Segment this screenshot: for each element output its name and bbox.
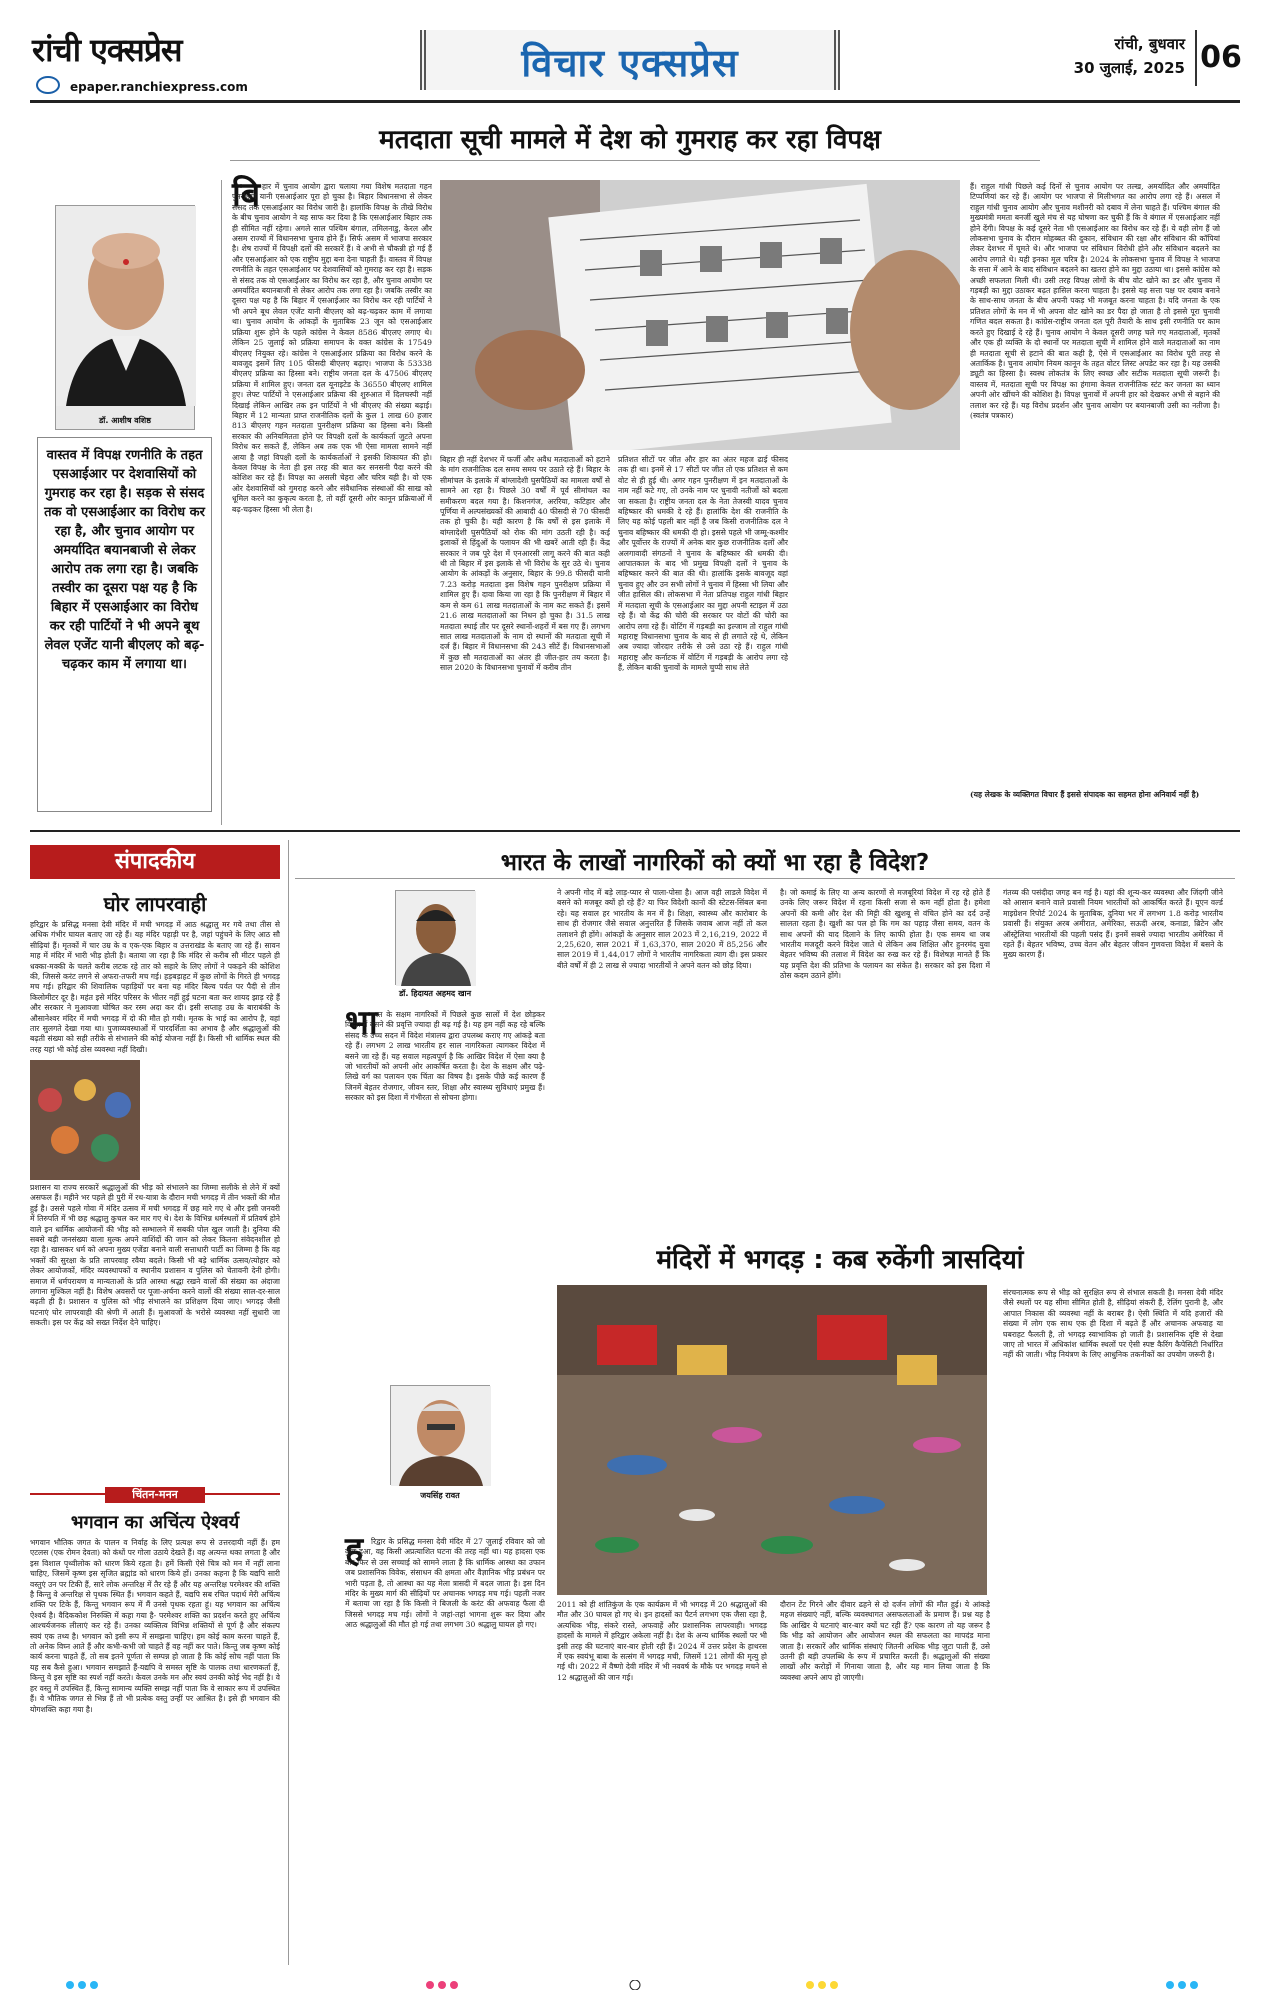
column-divider	[288, 840, 289, 1965]
mandir-col4: संरचनात्मक रूप से भीड़ को सुरक्षित रूप से संभाल सकती है। मनसा देवी मंदिर जैसे स्थलों पर यह सीमा सीमित होती है, सीढ़ियां संकरी हैं, रेलिंग पुरानी है, और आपात निकास की व्यवस्था नहीं के बराबर है। ऐसी स्थिति में यदि हजारों की संख्या में लोग एक साथ एक ही दिशा में बढ़ते हैं और अचानक अफवाह या घबराहट फैलती है, तो भगदड़ स्वाभाविक हो जाती है। प्रशासनिक दृष्टि से देखा जाए तो भारत में अधिकांश धार्मिक स्थलों पर ऐसी स्पष्ट कैरिंग कैपेसिटी निर्धारित नहीं की जाती। भीड़ नियंत्रण के लिए आधुनिक तकनीकों का उपयोग जरूरी है।	[1003, 1288, 1223, 1360]
videsh-rule	[295, 878, 1235, 879]
mandir-col2: 2011 को ही शांतिकुंज के एक कार्यक्रम में भी भगदड़ में 20 श्रद्धालुओं की मौत और 30 घायल हो गए थे। इन हादसों का पैटर्न लगभग एक जैसा रहा है, अत्यधिक भीड़, संकरे रास्ते, अफवाहें और प्रशासनिक लापरवाही। भगदड़ हादसों के मामले में हरिद्वार अकेला नहीं है। देश के अन्य धार्मिक स्थलों पर भी इसी तरह की घटनाएं बार-बार होती रही हैं। 2024 में उत्तर प्रदेश के हाथरस में एक स्वयंभू बाबा के सत्संग में भगदड़ मची, जिसमें 121 लोगों की मृत्यु हो गई थी। 2022 में वैष्णो देवी मंदिर में भी नववर्ष के मौके पर भगदड़ मचने से 12 श्रद्धालुओं की जान गई।	[557, 1600, 767, 1682]
videsh-col3: है। जो कमाई के लिए या अन्य कारणों से मजबूरियां विदेश में रह रहे होते हैं उनके लिए जरूर विदेश में रहना किसी सजा से कम नहीं होता है। हमेशा अपनों की कमी और देश की मिट्टी की खुशबू से वंचित होने का दर्द उन्हें सालता रहता है। खुशी का पल हो कि गम का पहाड़ जैसा समय, वतन के साथ अपनों की याद दिलाने के लिए काफी होता है। एक समय था जब भारतीय मजदूरी करने विदेश जाते थे लेकिन अब शिक्षित और हुनरमंद युवा बेहतर भविष्य की तलाश में विदेश का रुख कर रहे हैं। विशेषज्ञ मानते हैं कि यह प्रवृत्ति देश की प्रतिभा के पलायन का संकेत है। सरकार को इस दिशा में ठोस कदम उठाने होंगे।	[780, 888, 990, 981]
lead-col4: हैं। राहुल गांधी पिछले कई दिनों से चुनाव आयोग पर तल्ख, अमर्यादित और अमर्यादित टिप्पणियां कर रहे हैं। आयोग पर भाजपा से मिलीभगत का आरोप लगा रहे हैं। असल में राहुल गांधी चुनाव आयोग और चुनाव मशीनरी को दबाव में लेना चाहते हैं। पश्चिम बंगाल की मुख्यमंत्री ममता बनर्जी खुले मंच से यह घोषणा कर चुकी हैं कि वे बंगाल में एसआईआर नहीं होने देंगी। विपक्ष के कई दूसरे नेता भी एसआईआर का विरोध कर रहे हैं। ये वही लोग हैं जो लोकसभा चुनाव के दौरान मोहब्बत की दुकान, संविधान की रक्षा और संविधान की कॉपियां लेकर देशभर में घूमते थे। और भाजपा पर संविधान विरोधी होने और संविधान बदलने का आरोप लगाते थे। यही इनका मूल चरित्र है। 2024 के लोकसभा चुनाव में विपक्ष ने भाजपा के सत्ता में आने के बाद संविधान बदलने का खतरा होने का मुद्दा उठाया था। इससे कांग्रेस को अच्छी सफलता मिली थी। उसी तरह विपक्ष लोगों के बीच वोट खोने का डर और चुनाव में गड़बड़ी का मुद्दा उठाकर बढ़त हासिल करना चाहता है। इससे यह सत्ता पक्ष पर दबाव बनाने के साथ-साथ जनता के बीच अपनी पकड़ भी मजबूत करना चाहता है। यदि जनता के एक प्रतिशत लोगों के मन में भी अपना वोट खोने का डर पैदा हो जाता है तो इससे पूरा चुनावी गणित बदल सकता है। कांग्रेस-राष्ट्रीय जनता दल पूरी तैयारी के साथ इसी रणनीति पर काम करते हुए दिखाई दे रहे हैं। चुनाव आयोग ने केवल दूसरी जगह चले गए मतदाताओं, मृतकों और एक ही व्यक्ति के दो स्थानों पर मतदाता सूची में शामिल होने वाले मतदाताओं का नाम ही मतदाता सूची से हटाने की बात कही है, ऐसे में एसआईआर का विरोध पूरी तरह से अतार्किक है। चुनाव आयोग नियम कानून के तहत वोटर लिस्ट अपडेट कर रहा है। यह उसकी ड्यूटी का हिस्सा है। स्वस्थ लोकतंत्र के लिए स्वच्छ और सटीक मतदाता सूची जरूरी है। वास्तव में, मतदाता सूची पर विपक्ष का हंगामा केवल राजनीतिक स्टंट कर जनता का ध्यान अपनी ओर खींचने की कोशिश है। विपक्ष चुनावों में अपनी हार को देखकर अभी से बहाने की तलाश कर रहे हैं। यह विरोध प्रदर्शन और चुनाव आयोग पर बयानबाजी उसी का नतीजा है। (स्वतंत्र पत्रकार)	[970, 182, 1220, 420]
editorial-body-top: हरिद्वार के प्रसिद्ध मनसा देवी मंदिर में मची भगदड़ में आठ श्रद्धालु मर गये तथा तीस से अधिक गंभीर घायल बताए जा रहे हैं। यह मंदिर पहाड़ी पर है, जहां पहुंचने के लिए आठ सौ सीढ़ियां हैं। मृतकों में चार उम्र के व एक-एक बिहार व उत्तराखंड के बताए जा रहे हैं। सावन माह में मंदिर में भारी भीड़ होती है। बताया जा रहा है कि मंदिर से करीब सौ मीटर पहले ही धक्का-मक्की के चलते करीब लटक रहे तार को सहारे के लिए लोगों ने पकड़ने की कोशिश की, जिससे करंट लगने से अफरा-तफरी मच गई। हड़बड़ाहट में कुछ लोगों के गिरते ही भगदड़ मच गई। हरिद्वार की शिवालिक पहाड़ियों पर बना यह मंदिर बिल्व पर्वत पर पैदी से तीन किलोमीटर दूर है। महंत इसे मंदिर परिसर के भीतर नहीं हुई घटना बता कर शायद झाड़ रहे हैं और सरकार ने मुआवजा घोषित कर रस्म अदा कर दी। इसी सप्ताह उम्र के बाराबंकी के औसानेश्वर मंदिर में मची भगदड़ में दो की मौत हो गयी। मृतक के भाई का आरोप है, वहां तार सुलगते देखा गया था। पुजाव्यवस्थाओं में पारदर्शिता का अभाव है और श्रद्धालुओं की बढ़ती संख्या को सही तरीके से संभालने की कोई योजना नहीं है। किसी भी धार्मिक स्थल की तरह यहां भी कोई ठोस व्यवस्था नहीं दिखी।	[30, 920, 280, 1054]
author-portrait-icon	[396, 891, 476, 986]
disclaimer-note: (यह लेखक के व्यक्तिगत विचार हैं इससे संपादक का सहमत होना अनिवार्य नहीं है)	[970, 790, 1200, 799]
crowd-image-icon	[30, 1060, 140, 1180]
videsh-author-photo	[395, 890, 475, 985]
page-number: 06	[1195, 30, 1245, 86]
section-rule	[30, 830, 1240, 832]
pull-quote: वास्तव में विपक्ष रणनीति के तहत एसआईआर पर देशवासियों को गुमराह कर रहा है। सड़क से संसद तक वो एसआईआर का विरोध कर रहा है, और चुनाव आयोग पर अमर्यादित बयानबाजी से लेकर आरोप तक लगा रहा है। जबकि तस्वीर का दूसरा पक्ष यह है कि बिहार में एसआईआर का विरोध कर रही पार्टियों ने भी अपने बूथ लेवल एजेंट यानी बीएलए को बढ़-चढ़कर काम में लगाया था।	[37, 437, 212, 812]
mandir-col1: रिद्वार के प्रसिद्ध मनसा देवी मंदिर में 27 जुलाई रविवार को जो कुछ हुआ, वह किसी अप्रत्याशित घटना की तरह नहीं था। यह हादसा एक बार फिर से उस सच्चाई को सामने लाता है कि धार्मिक आस्था का उफान जब प्रशासनिक विवेक, संसाधन की क्षमता और वैज्ञानिक भीड़ प्रबंधन पर भारी पड़ता है, तो आस्था का यह मेला त्रासदी में बदल जाता है। इस दिन मंदिर के मुख्य मार्ग की सीढ़ियों पर अचानक भगदड़ मच गई। पहली नजर में बताया जा रहा है कि किसी ने बिजली के करंट की अफवाह फैला दी जिससे भगदड़ मच गई। लोगों ने जहां-तहां भागना शुरू कर दिया और आठ श्रद्धालुओं की मौत हो गई तथा लगभग 30 श्रद्धालु घायल हो गए।	[345, 1537, 545, 1630]
header-rule	[30, 100, 1240, 103]
mandir-col3: दौरान टेंट गिरने और दीवार ढहने से दो दर्जन लोगों की मौत हुई। ये आंकड़े महज संख्याएं नहीं, बल्कि व्यवस्थागत असफलताओं के प्रमाण हैं। प्रश्न यह है कि आखिर ये घटनाएं बार-बार क्यों घट रही हैं? एक कारण तो यह जरूर है कि भीड़ को आयोजन और आयोजन स्थल की सफलता का मापदंड माना जाता है। सरकारें और धार्मिक संस्थाएं जितनी अधिक भीड़ जुटा पाती हैं, उसे उतनी ही बड़ी उपलब्धि के रूप में प्रचारित करती हैं। श्रद्धालुओं की संख्या लाखों और करोड़ों में गिनाया जाता है, और यह मान लिया जाता है कि व्यवस्था अपने आप हो जाएगी।	[780, 1600, 990, 1682]
masthead-logo: रांची एक्सप्रेस	[32, 31, 182, 69]
lead-col1: हार में चुनाव आयोग द्वारा चलाया गया विशेष मतदाता गहन पुनरीक्षण यानी एसआईआर पूरा हो चुका है। बिहार विधानसभा से लेकर संसद तक एसआईआर का विरोध जारी है। हालांकि विपक्ष के तीखे विरोध के बीच चुनाव आयोग ने यह साफ कर दिया है कि एसआईआर बिहार तक ही सीमित नहीं रहेगा। अगले साल पश्चिम बंगाल, तमिलनाडु, केरल और असम राज्यों में विधानसभा चुनाव होने हैं। सिर्फ असम में भाजपा सरकार है। शेष राज्यों में विपक्षी दलों की सरकारें हैं। वे अभी से चौकन्नी हो गई हैं और एसआईआर को एक राष्ट्रीय मुद्दा बना देना चाहती हैं। वास्तव में विपक्ष रणनीति के तहत एसआईआर पर देशवासियों को गुमराह कर रहा है। सड़क से संसद तक वो एसआईआर का विरोध कर रहा है, और चुनाव आयोग पर अमर्यादित बयानबाजी से लेकर आरोप तक लगा रहा है। जबकि तस्वीर का दूसरा पक्ष यह है कि बिहार में एसआईआर का विरोध कर रही पार्टियों ने भी अपने बूथ लेवल एजेंट यानी बीएलए को बढ़-चढ़कर काम में लगाया था। चुनाव आयोग के आंकड़ों के मुताबिक 23 जून को एसआईआर प्रक्रिया शुरू होने के पहले कांग्रेस ने केवल 8586 बीएलए लगाए थे। लेकिन 25 जुलाई को प्रक्रिया समापन के वक्त कांग्रेस के 17549 बीएलए नियुक्त रहे। कांग्रेस ने एसआईआर प्रक्रिया का विरोध करने के बावजूद इसमें लिए 105 फीसदी बीएलए बढ़ाए। भाजपा के 53338 बीएलए प्रक्रिया का हिस्सा बने। राष्ट्रीय जनता दल के 47506 बीएलए प्रक्रिया में शामिल हुए। जनता दल यूनाइटेड के 36550 बीएलए शामिल हुए। लेफ्ट पार्टियों ने एसआईआर प्रक्रिया की शुरुआत में दिलचस्पी नहीं दिखाई लेकिन आखिर तक इन पार्टियों ने भी बीएलए की संख्या बढ़ाई। बिहार में 12 मान्यता प्राप्त राजनीतिक दलों के कुल 1 लाख 60 हजार 813 बीएलए गहन मतदाता पुनरीक्षण प्रक्रिया का हिस्सा बने। किसी सरकार की अनियमितता होने पर विपक्षी दलों के कार्यकर्ता जुटते अपना विरोध कर सकते हैं, लेकिन अब तक एक भी ऐसा मामला सामने नहीं आया है जहां विपक्षी दलों के कार्यकर्ताओं ने इसकी शिकायत की हो। केवल विपक्ष के नेता ही इस तरह की बात कर सनसनी पैदा करने की कोशिश कर रहे हैं। विपक्ष का असली चेहरा और चरित्र यही है। वो एक ओर देशवासियों को गुमराह करने और संवैधानिक संस्थाओं की साख को धूमिल करने का कुकृत्य करता है, तो वहीं दूसरी ओर कानून प्रक्रियाओं में बढ़-चढ़कर हिस्सा भी लेता है।	[232, 182, 432, 514]
chintan-body: भगवान भौतिक जगत के पालन व निर्वाह के लिए प्रत्यक्ष रूप से उत्तरदायी नहीं हैं। हम एटलस (एक रोमन देवता) को कंधों पर गोला उठाये देखते हैं। वह अत्यन्त थका लगता है और इस विशाल पृथ्वीलोक को धारण किये रहता है। हमें किसी ऐसे चित्र को मन में नहीं लाना चाहिए, जिसमें कृष्ण इस सृजित ब्रह्मांड को धारण किये हों। उनका कहना है कि यद्यपि सारी वस्तुएं उन पर टिकी हैं, सारे लोक अन्तरिक्ष में तैर रहे हैं और यह अन्तरिक्ष परमेश्वर की शक्ति है किन्तु वे अन्तरिक्ष से पृथक स्थित हैं। भगवान कहते हैं, यद्यपि सब रचित पदार्थ मेरी अचिंत्य शक्ति पर टिके हैं, किन्तु भगवान रूप में मैं उनसे पृथक रहता हूं। यह भगवान का अचिंत्य ऐश्वर्य है। वैदिककोश निरुक्ति में कहा गया है- परमेश्वर शक्ति का प्रदर्शन करते हुए अचिंत्य आश्चर्यजनक लीलाएं कर रहे हैं। उनका व्यक्तित्व विभिन्न शक्तियों से पूर्ण है और संकल्प स्वयं एक तथ्य है। भगवान को इसी रूप में समझना चाहिए। हम कोई काम करना चाहते हैं, तो अनेक विघ्न आते हैं और कभी-कभी जो चाहते हैं वह नहीं कर पाते। किन्तु जब कृष्ण कोई कार्य करना चाहते हैं, तो सब इतने पूर्णता से सम्पन्न हो जाता है कि कोई सोच नहीं पाता कि यह सब कैसे हुआ। भगवान समझाते हैं-यद्यपि वे समस्त सृष्टि के पालक तथा धारणकर्ता हैं, किन्तु वे इस सृष्टि का स्पर्श नहीं करते। केवल उनके मन और स्वयं उनकी कोई भेद नहीं है। वे हर वस्तु में उपस्थित हैं, किन्तु सामान्य व्यक्ति समझ नहीं पाता कि वे साकार रूप में उपस्थित हैं। वे भौतिक जगत से भिन्न हैं तो भी प्रत्येक वस्तु उन्हीं पर आश्रित है। इसे ही भगवान की योगशक्ति कहा गया है।	[30, 1538, 280, 1714]
chintan-label: चिंतन-मनन	[105, 1487, 205, 1503]
epaper-url[interactable]: epaper.ranchiexpress.com	[70, 80, 248, 94]
videsh-col4: गंतव्य की पसंदीदा जगह बन गई है। यहां की शून्य-कर व्यवस्था और जिंदगी जीने को आसान बनाने वाले प्रवासी नियम भारतीयों को आकर्षित करते हैं। यूएन वर्ल्ड माइग्रेशन रिपोर्ट 2024 के मुताबिक, दुनिया भर में लगभग 1.8 करोड़ भारतीय प्रवासी हैं। संयुक्त अरब अमीरात, अमेरिका, सऊदी अरब, कनाडा, ब्रिटेन और ऑस्ट्रेलिया भारतीयों की पहली पसंद हैं। इनमें सबसे ज्यादा भारतीय अमेरिका में रहते हैं। बेहतर भविष्य, उच्च वेतन और बेहतर जीवन गुणवत्ता विदेश में बसने के मुख्य कारण हैं।	[1003, 888, 1223, 960]
dateline	[1055, 32, 1185, 80]
column-divider	[221, 180, 222, 825]
editorial-label: संपादकीय	[30, 845, 280, 879]
section-title: विचार एक्सप्रेस	[521, 41, 739, 85]
color-dots-icon	[30, 1980, 1240, 1990]
print-registration-marks	[30, 1975, 1240, 1985]
videsh-author-caption: डॉ. हिदायत अहमद खान	[398, 989, 472, 998]
stampede-scene-icon	[557, 1285, 987, 1595]
mandir-headline: मंदिरों में भगदड़ : कब रुकेंगी त्रासदियां	[656, 1245, 1024, 1275]
videsh-col2: ने अपनी गोद में बड़े लाड़-प्यार से पाला-पोसा है। आज वही लाडले विदेश में बसने को मजबूर क्यों हो रहे हैं? या फिर विदेशी कानों की स्टेटस-सिंबल बना रहे। यह सवाल हर भारतीय के मन में है। शिक्षा, स्वास्थ्य और कारोबार के साथ ही रोजगार जैसे सवाल अनुत्तरित हैं जिसके जवाब आज नहीं तो कल तलाशने ही होंगे। आंकड़ों के अनुसार साल 2023 में 2,16,219, 2022 में 2,25,620, साल 2021 में 1,63,370, साल 2020 में 85,256 और साल 2019 में 1,44,017 लोगों ने भारतीय नागरिकता त्याग दी। इस प्रकार बीते वर्षों में ही 2 लाख से ज्यादा भारतीयों ने अपने वतन को छोड़ दिया।	[557, 888, 767, 970]
mandir-dropcap: ह	[345, 1530, 364, 1570]
city-day: रांची, बुधवार	[1114, 35, 1185, 53]
author-photo	[55, 205, 195, 430]
author-portrait-icon	[391, 1386, 491, 1486]
voter-list-image-icon	[440, 180, 960, 450]
stampede-photo	[30, 1060, 140, 1180]
editorial-headline: घोर लापरवाही	[103, 892, 207, 916]
lead-headline: मतदाता सूची मामले में देश को गुमराह कर रहा विपक्ष	[379, 125, 881, 155]
dropcap: बि	[232, 175, 261, 215]
editorial-body-bottom: प्रशासन या राज्य सरकारें श्रद्धालुओं की भीड़ को संभालने का जिम्मा सलीके से लेने में क्यों असफल हैं। महीने भर पहले ही पुरी में रथ-यात्रा के दौरान मची भगदड़ में तीन भक्तों की मौत हुई है। उससे पहले गोवा में मंदिर उत्सव में मची भगदड़ में छह मारे गए थे और इसी जनवरी में तिरुपति में भी छह श्रद्धालु कुचल कर मार गए थे। देश के विभिन्न धर्मस्थलों में प्रतिवर्ष होने वाले इन धार्मिक आयोजनों की भीड़ को सम्भालने में सबकी पोल खुल जाती है। दुनिया की सबसे बड़ी जनसंख्या वाला मुल्क अपने वाशिंदों की जान को लेकर कितना संवेदनशील हो रहा है। खासकर धर्म को अपना मुख्य एजेंडा बनाने वाली सत्ताधारी पार्टी का जिम्मा है कि वह भक्तों की सुरक्षा के प्रति लापरवाह रवैया बदले। किसी भी बड़े धार्मिक उत्सव/त्योहार को लेकर आयोजकों, मंदिर व्यवस्थापकों व स्थानीय प्रशासन व पुलिस को चेतावनी देनी होगी। समाज में धर्मपरायण व मान्यताओं के प्रति आस्था श्रद्धा रखने वालों की संख्या का अंदाजा लगाना मुश्किल नहीं है। विशेष अवसरों पर पूजा-अर्चना करने वालों की संख्या साल-दर-साल बढ़ती ही है। प्रशासन व पुलिस को भीड़ संभालने का प्रशिक्षण दिया जाए। भगदड़ जैसी घटनाएं घोर लापरवाही की श्रेणी में आती हैं। मुआवजों के भरोसे व्यवस्था नहीं सुधारी जा सकती। इस पर केंद्र को सख्त निर्देश देने चाहिए।	[30, 1183, 280, 1328]
videsh-dropcap: भा	[345, 1003, 378, 1043]
mandir-author-photo	[390, 1385, 490, 1485]
videsh-headline: भारत के लाखों नागरिकों को क्यों भा रहा है विदेश?	[500, 850, 930, 876]
mandir-author-caption: जयसिंह रावत	[420, 1491, 460, 1500]
headline-rule	[230, 160, 1040, 161]
voter-list-photo	[440, 180, 960, 450]
issue-date: 30 जुलाई, 2025	[1073, 59, 1185, 77]
author-portrait-icon	[56, 206, 196, 406]
temple-stampede-photo	[557, 1285, 987, 1595]
chintan-headline: भगवान का अचिंत्य ऐश्वर्य	[70, 1512, 240, 1533]
logo-icon	[36, 76, 60, 94]
lead-col3: प्रतिशत सीटों पर जीत और हार का अंतर महज ढाई फीसद तक ही था। इनमें से 17 सीटों पर जीत तो एक प्रतिशत से कम वोट से ही हुई थी। अगर गहन पुनरीक्षण में इन मतदाताओं के नाम नहीं कटे गए, तो उनके नाम पर चुनावी नतीजों को बदला जा सकता है। राष्ट्रीय जनता दल के नेता तेजस्वी यादव चुनाव बहिष्कार की धमकी दे रहे हैं। हालांकि देश की राजनीति के लिए यह कोई पहली बार नहीं है जब किसी राजनीतिक दल ने चुनाव बहिष्कार की धमकी दी हो। इससे पहले भी जम्मू-कश्मीर और पूर्वोत्तर के राज्यों में अनेक बार कुछ राजनीतिक दलों और अलगावादी संगठनों ने चुनाव के बहिष्कार की धमकी दी। आपातकाल के बाद भी प्रमुख विपक्षी दलों ने चुनाव के बहिष्कार करने की बात की थी। हालांकि इसके बावजूद वहां चुनाव हुए और उन सभी लोगों ने चुनाव में हिस्सा भी लिया और जीत हासिल की। लोकसभा में नेता प्रतिपक्ष राहुल गांधी बिहार में मतदाता सूची के एसआईआर का मुद्दा अपनी स्टाइल में उठा रहे हैं। वो केंद्र की चोरी की सरकार पर वोटों की चोरी का आरोप लगा रहे हैं। वोटिंग में गड़बड़ी का इल्जाम तो राहुल गांधी महाराष्ट्र विधानसभा चुनाव के बाद से ही लगाते रहे थे, लेकिन अब ज्यादा जोरदार तरीके से उसे उठा रहे हैं। राहुल गांधी महाराष्ट्र और कर्नाटक में वोटिंग में गड़बड़ी के आरोप लगा रहे हैं, लेकिन बाकी चुनावों के मामले चुप्पी साध लेते	[618, 455, 788, 673]
videsh-col1: रत के सक्षम नागरिकों में पिछले कुछ सालों में देश छोड़कर विदेश में बसने की प्रवृत्ति ज्यादा ही बढ़ गई है। यह हम नहीं कह रहे बल्कि संसद के उच्च सदन में विदेश मंत्रालय द्वारा उपलब्ध कराए गए आंकड़े बता रहे हैं। लगभग 2 लाख भारतीय हर साल नागरिकता त्यागकर विदेश में बसने जा रहे हैं। यह सवाल महत्वपूर्ण है कि आखिर विदेश में ऐसा क्या है जो भारतीयों को अपनी ओर आकर्षित करता है। देश के सक्षम और पढ़े-लिखे वर्ग का पलायन एक चिंता का विषय है। इसके पीछे कई कारण हैं जिनमें बेहतर रोजगार, जीवन स्तर, शिक्षा और स्वास्थ्य सुविधाएं प्रमुख हैं। सरकार को इस दिशा में गंभीरता से सोचना होगा।	[345, 1010, 545, 1103]
author-caption: डॉ. आशीष वशिष्ठ	[99, 416, 151, 425]
lead-col2: बिहार ही नहीं देशभर में फर्जी और अवैध मतदाताओं को हटाने के मांग राजनीतिक दल समय समय पर उठाते रहे हैं। बिहार के सीमांचल के इलाके में बांग्लादेशी घुसपैठियों का मामला वर्षों से सामने आ रहा है। पिछले 30 वर्षों में पूर्व सीमांचल का समीकरण बदल गया है। किशनगंज, अररिया, कटिहार और पूर्णिया में अल्पसंख्यकों की आबादी 40 फीसदी से 70 फीसदी तक हो चुकी है। यही कारण है कि वर्षों से इस इलाके में बांग्लादेशी घुसपैठियों को रोक की मांग उठती रही है। कई इलाकों से हिंदुओं के पलायन की भी खबरें आती रही हैं। केंद्र सरकार ने जब पूरे देश में एनआरसी लागू करने की बात कही थी तो बिहार में इस इलाके से भी विरोध के सुर उठे थे। चुनाव आयोग के आंकड़ों के अनुसार, बिहार के 99.8 फीसदी यानी 7.23 करोड़ मतदाता इस विशेष गहन पुनरीक्षण प्रक्रिया में शामिल हुए हैं। दावा किया जा रहा है कि पुनरीक्षण में बिहार में कम से कम 61 लाख मतदाताओं के नाम कट सकते हैं। इसमें 21.6 लाख मतदाताओं का निधन हो चुका है। 31.5 लाख मतदाता स्थाई तौर पर दूसरे स्थानों-शहरों में बस गए हैं। लगभग सात लाख मतदाताओं के नाम दो स्थानों की मतदाता सूची में दर्ज हैं। बिहार में विधानसभा की 243 सीटें हैं। विधानसभाओं में कुछ सौ मतदाताओं का अंतर ही जीत-हार तय करता है। साल 2020 के विधानसभा चुनावों में करीब तीन	[440, 455, 610, 673]
